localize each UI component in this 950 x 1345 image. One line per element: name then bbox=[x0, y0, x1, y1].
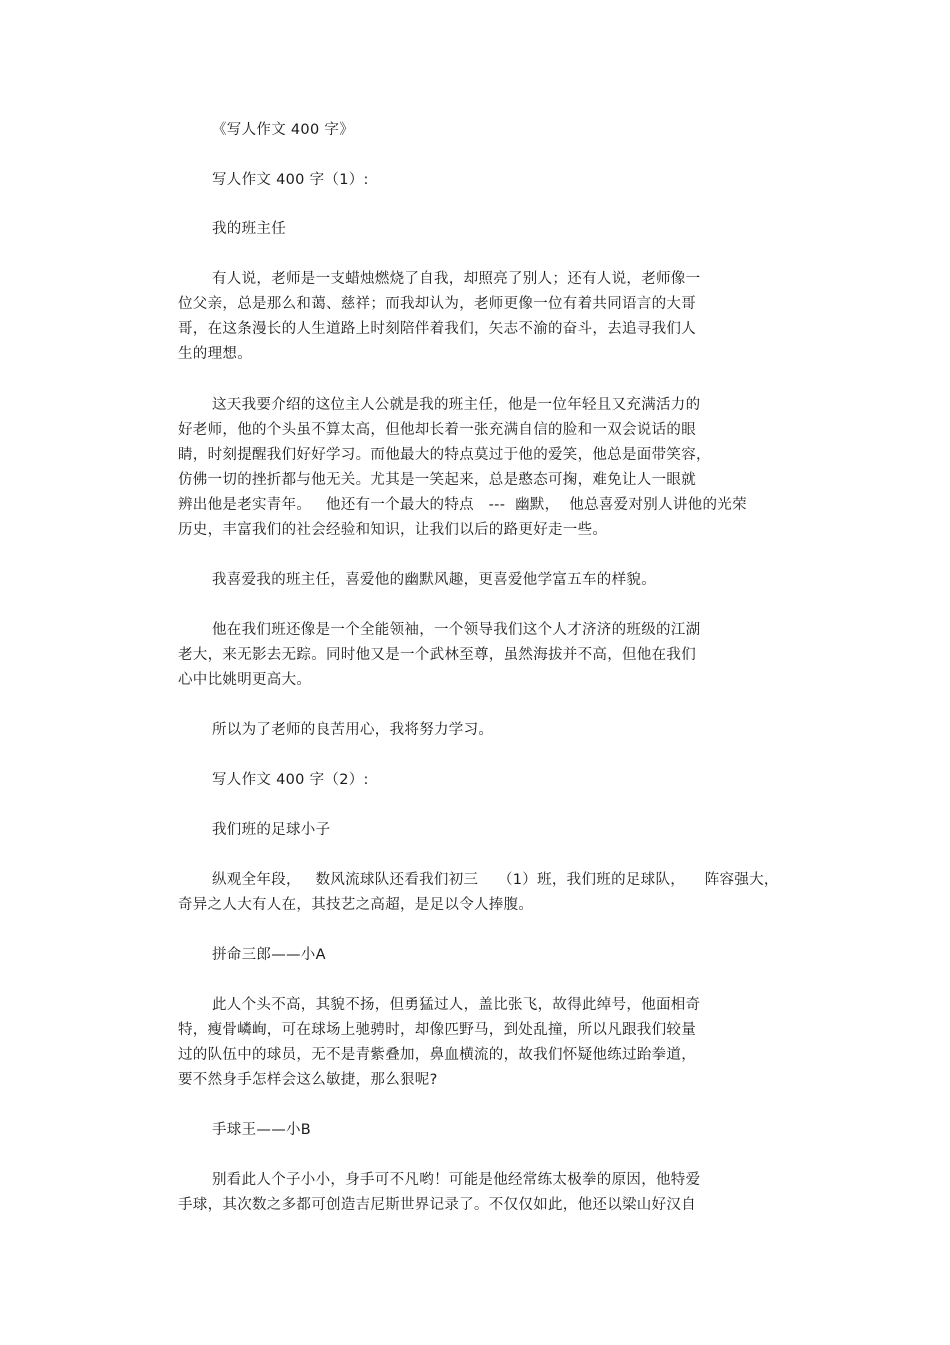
paragraph-line: 位父亲，总是那么和蔼、慈祥；而我却认为，老师更像一位有着共同语言的大哥 bbox=[178, 296, 696, 312]
document-title: 《写人作文 400 字》 bbox=[212, 122, 354, 138]
paragraph-line: 所以为了老师的良苦用心，我将努力学习。 bbox=[212, 722, 494, 738]
paragraph-line: 过的队伍中的球员，无不是青紫叠加，鼻血横流的，故我们怀疑他练过跆拳道， bbox=[178, 1047, 696, 1063]
paragraph-line: 他在我们班还像是一个全能领袖，一个领导我们这个人才济济的班级的江湖 bbox=[212, 622, 701, 638]
paragraph-line: 好老师，他的个头虽不算太高，但他却长着一张充满自信的脸和一双会说话的眼 bbox=[178, 422, 696, 438]
subheading-player-a: 拼命三郎——小A bbox=[212, 947, 326, 963]
paragraph-line: 仿佛一切的挫折都与他无关。尤其是一笑起来，总是憨态可掬，难免让人一眼就 bbox=[178, 472, 696, 488]
section-heading-1: 写人作文 400 字（1）: bbox=[212, 172, 369, 188]
paragraph-line: 特，瘦骨嶙峋，可在球场上驰骋时，却像匹野马，到处乱撞，所以凡跟我们较量 bbox=[178, 1022, 696, 1038]
paragraph-line: 心中比姚明更高大。 bbox=[178, 672, 312, 688]
essay-title-2: 我们班的足球小子 bbox=[212, 822, 331, 838]
essay-title-1: 我的班主任 bbox=[212, 221, 286, 237]
paragraph-line: 老大，来无影去无踪。同时他又是一个武林至尊，虽然海拔并不高，但他在我们 bbox=[178, 647, 696, 663]
paragraph-line: 生的理想。 bbox=[178, 346, 252, 362]
paragraph-line: 有人说，老师是一支蜡烛燃烧了自我，却照亮了别人；还有人说，老师像一 bbox=[212, 271, 701, 287]
paragraph-line: 别看此人个子小小，身手可不凡哟！可能是他经常练太极拳的原因，他特爱 bbox=[212, 1172, 701, 1188]
paragraph-line: 这天我要介绍的这位主人公就是我的班主任，他是一位年轻且又充满活力的 bbox=[212, 397, 701, 413]
paragraph-line: 此人个头不高，其貌不扬，但勇猛过人，盖比张飞，故得此绰号，他面相奇 bbox=[212, 997, 701, 1013]
paragraph-line: 奇异之人大有人在，其技艺之高超，是足以令人捧腹。 bbox=[178, 897, 534, 913]
paragraph-line: 哥，在这条漫长的人生道路上时刻陪伴着我们，矢志不渝的奋斗，去追寻我们人 bbox=[178, 321, 696, 337]
section-heading-2: 写人作文 400 字（2）: bbox=[212, 772, 369, 788]
paragraph-line: 睛，时刻提醒我们好好学习。而他最大的特点莫过于他的爱笑，他总是面带笑容， bbox=[178, 447, 711, 463]
subheading-player-b: 手球王——小B bbox=[212, 1122, 312, 1138]
paragraph-line: 辨出他是老实青年。 他还有一个最大的特点 --- 幽默， 他总喜爱对别人讲他的光荣 bbox=[178, 497, 747, 513]
paragraph-line: 手球，其次数之多都可创造吉尼斯世界记录了。不仅仅如此，他还以梁山好汉自 bbox=[178, 1197, 696, 1213]
paragraph-line: 我喜爱我的班主任，喜爱他的幽默风趣，更喜爱他学富五车的样貌。 bbox=[212, 572, 656, 588]
paragraph-line: 历史，丰富我们的社会经验和知识，让我们以后的路更好走一些。 bbox=[178, 522, 608, 538]
paragraph-line: 纵观全年段， 数风流球队还看我们初三 （1）班，我们班的足球队， 阵容强大， bbox=[212, 872, 779, 888]
paragraph-line: 要不然身手怎样会这么敏捷，那么狠呢? bbox=[178, 1072, 438, 1088]
